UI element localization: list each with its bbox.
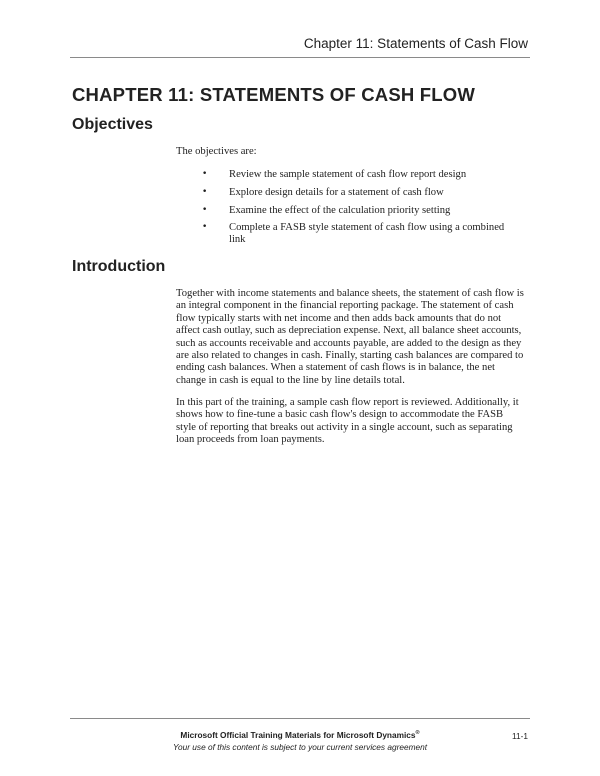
objectives-list [176,169,521,251]
objectives-intro: The objectives are: [176,146,257,157]
list-item [176,187,521,198]
bullet-icon: • [202,186,208,197]
bullet-icon: • [202,204,208,215]
registered-mark: ® [415,730,420,737]
objective-text: Review the sample statement of cash flow report design [229,169,467,180]
bullet-icon: • [202,169,208,179]
footer-divider [70,718,530,719]
objective-text: Complete a FASB style statement of cash flow using a combined link [229,222,505,245]
bullet-icon: • [202,222,208,233]
page-number: 11-1 [512,731,528,741]
footer-notice: Your use of this content is subject to your current services agreement [172,742,428,752]
footer-title [0,730,600,740]
list-item [176,169,521,180]
introduction-paragraph: Together with income statements and balance sheets, the statement of cash flow is an integral component in the financial reporting package. The statement of cash flow typically starts with net income and then adds back amounts that do not affect cash outlay, such as depreciation expense. Next, all balance sheet accounts, such as accounts receivable and accounts payable, are added to the design as they are also related to changes in cash. Finally, starting cash balances are compared to ending cash balances. When a statement of cash flows is in balance, the net change in cash is equal to the line by line details total. [176,288,524,386]
chapter-title: CHAPTER 11: STATEMENTS OF CASH FLOW [72,84,476,105]
header-divider [70,57,530,58]
list-item [176,205,521,216]
introduction-heading: Introduction [72,258,166,275]
running-header: Chapter 11: Statements of Cash Flow [303,36,528,51]
footer-title-text: Microsoft Official Training Materials for Microsoft Dynamics [180,730,416,740]
objectives-heading: Objectives [72,116,153,133]
introduction-paragraph: In this part of the training, a sample cash flow report is reviewed. Additionally, it shows how to fine-tune a basic cash flow's design to accommodate the FASB style of reporting that breaks out activity in a single account, such as separating loan proceeds from loan payments. [176,397,519,446]
objective-text: Explore design details for a statement of cash flow [229,186,444,198]
objective-text: Examine the effect of the calculation priority setting [229,204,451,216]
list-item [176,222,521,244]
